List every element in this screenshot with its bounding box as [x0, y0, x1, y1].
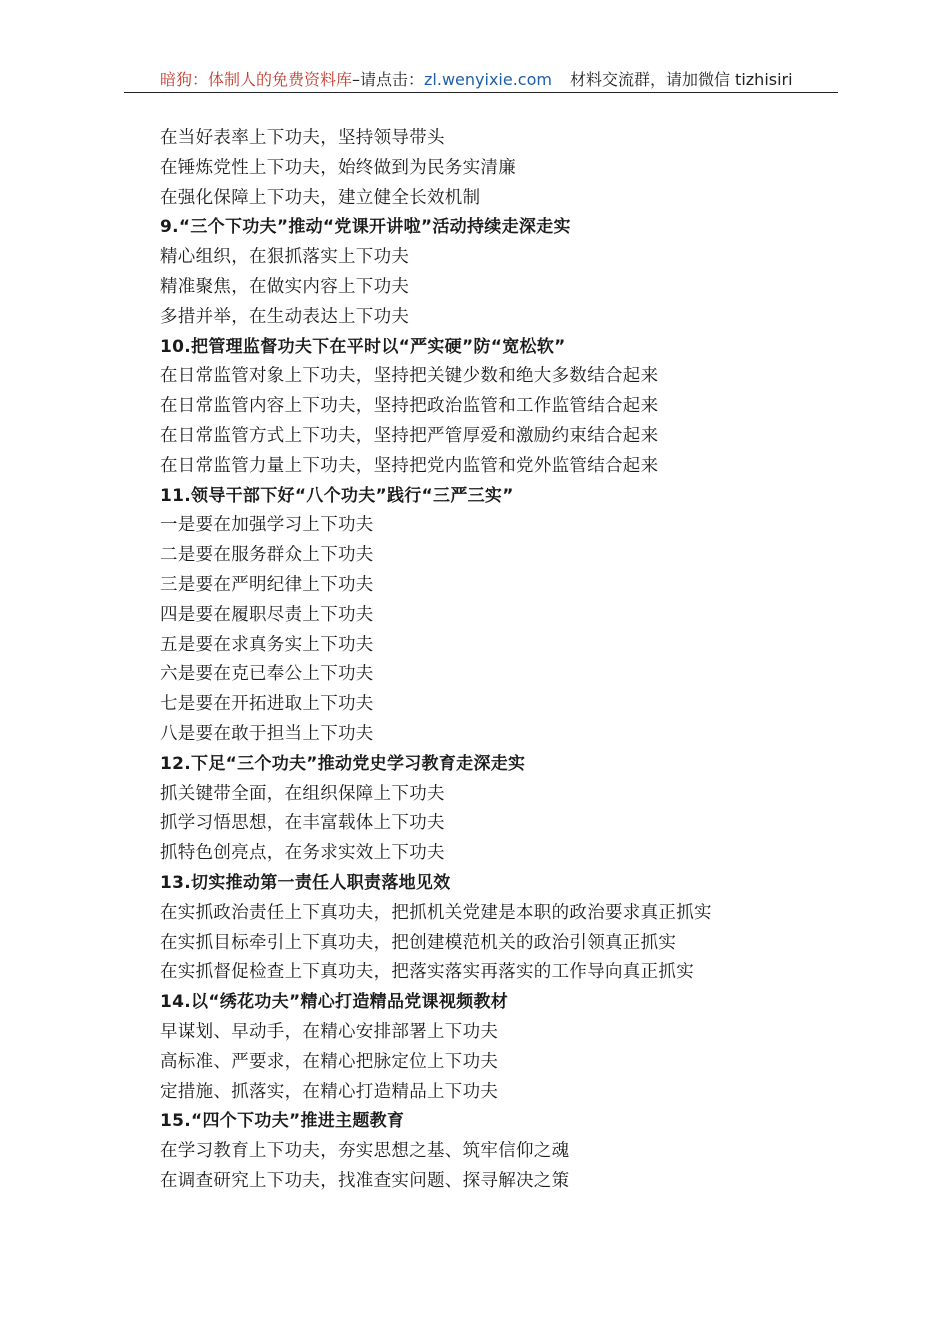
text-line: 一是要在加强学习上下功夫: [160, 515, 374, 536]
text-line: 在当好表率上下功夫，坚持领导带头: [160, 128, 445, 148]
text-line: 五是要在求真务实上下功夫: [160, 634, 374, 655]
text-line: 精准聚焦，在做实内容上下功夫: [160, 276, 410, 297]
section-heading: 11.领导干部下好“八个功夫”践行“三严三实”: [160, 485, 514, 506]
text-line: 在日常监管内容上下功夫，坚持把政治监管和工作监管结合起来: [160, 396, 659, 417]
text-line: 在日常监管力量上下功夫，坚持把党内监管和党外监管结合起来: [160, 455, 659, 476]
text-line: 抓学习悟思想，在丰富载体上下功夫: [160, 813, 445, 834]
text-line: 在强化保障上下功夫，建立健全长效机制: [160, 187, 481, 208]
text-line: 抓关键带全面，在组织保障上下功夫: [160, 783, 445, 804]
section-heading: 14.以“绣花功夫”精心打造精品党课视频教材: [160, 992, 509, 1013]
document-body: [160, 124, 840, 1197]
text-line: 精心组织，在狠抓落实上下功夫: [160, 247, 410, 268]
header-link[interactable]: zl.wenyixie.com: [424, 70, 552, 89]
text-line: 七是要在开拓进取上下功夫: [160, 694, 374, 715]
text-line: 定措施、抓落实，在精心打造精品上下功夫: [160, 1081, 499, 1102]
header-banner: [160, 70, 793, 90]
text-line: 四是要在履职尽责上下功夫: [160, 604, 374, 625]
text-line: 早谋划、早动手，在精心安排部署上下功夫: [160, 1021, 499, 1042]
text-line: 在实抓督促检查上下真功夫，把落实落实再落实的工作导向真正抓实: [160, 962, 694, 983]
text-line: 在日常监管方式上下功夫，坚持把严管厚爱和激励约束结合起来: [160, 425, 659, 446]
header-brand: 暗狗：体制人的免费资料库: [160, 70, 353, 89]
text-line: 在锤炼党性上下功夫，始终做到为民务实清廉: [160, 157, 516, 178]
header-note: 材料交流群，请加微信 tizhisiri: [569, 70, 793, 89]
section-heading: 9.“三个下功夫”推动“党课开讲啦”活动持续走深走实: [160, 217, 571, 238]
text-line: 六是要在克已奉公上下功夫: [160, 664, 374, 685]
text-line: 在调查研究上下功夫，找准查实问题、探寻解决之策: [160, 1170, 570, 1191]
text-line: 八是要在敢于担当上下功夫: [160, 723, 374, 744]
section-heading: 15.“四个下功夫”推进主题教育: [160, 1111, 405, 1132]
text-line: 二是要在服务群众上下功夫: [160, 545, 374, 566]
text-line: 多措并举，在生动表达上下功夫: [160, 306, 410, 327]
text-line: 在实抓政治责任上下真功夫，把抓机关党建是本职的政治要求真正抓实: [160, 902, 712, 923]
text-line: 抓特色创亮点，在务求实效上下功夫: [160, 843, 445, 864]
text-line: 在学习教育上下功夫，夯实思想之基、筑牢信仰之魂: [160, 1141, 570, 1162]
text-line: 在日常监管对象上下功夫，坚持把关键少数和绝大多数结合起来: [160, 366, 659, 387]
section-heading: 13.切实推动第一责任人职责落地见效: [160, 872, 451, 893]
header-divider: [124, 92, 838, 93]
section-heading: 12.下足“三个功夫”推动党史学习教育走深走实: [160, 753, 526, 774]
section-heading: 10.把管理监督功夫下在平时以“严实硬”防“宽松软”: [160, 336, 566, 357]
header-prompt: –请点击：: [352, 70, 425, 89]
page-header: [0, 0, 950, 96]
text-line: 三是要在严明纪律上下功夫: [160, 574, 374, 595]
text-line: 在实抓目标牵引上下真功夫，把创建模范机关的政治引领真正抓实: [160, 932, 677, 953]
text-line: 高标准、严要求，在精心把脉定位上下功夫: [160, 1051, 499, 1072]
